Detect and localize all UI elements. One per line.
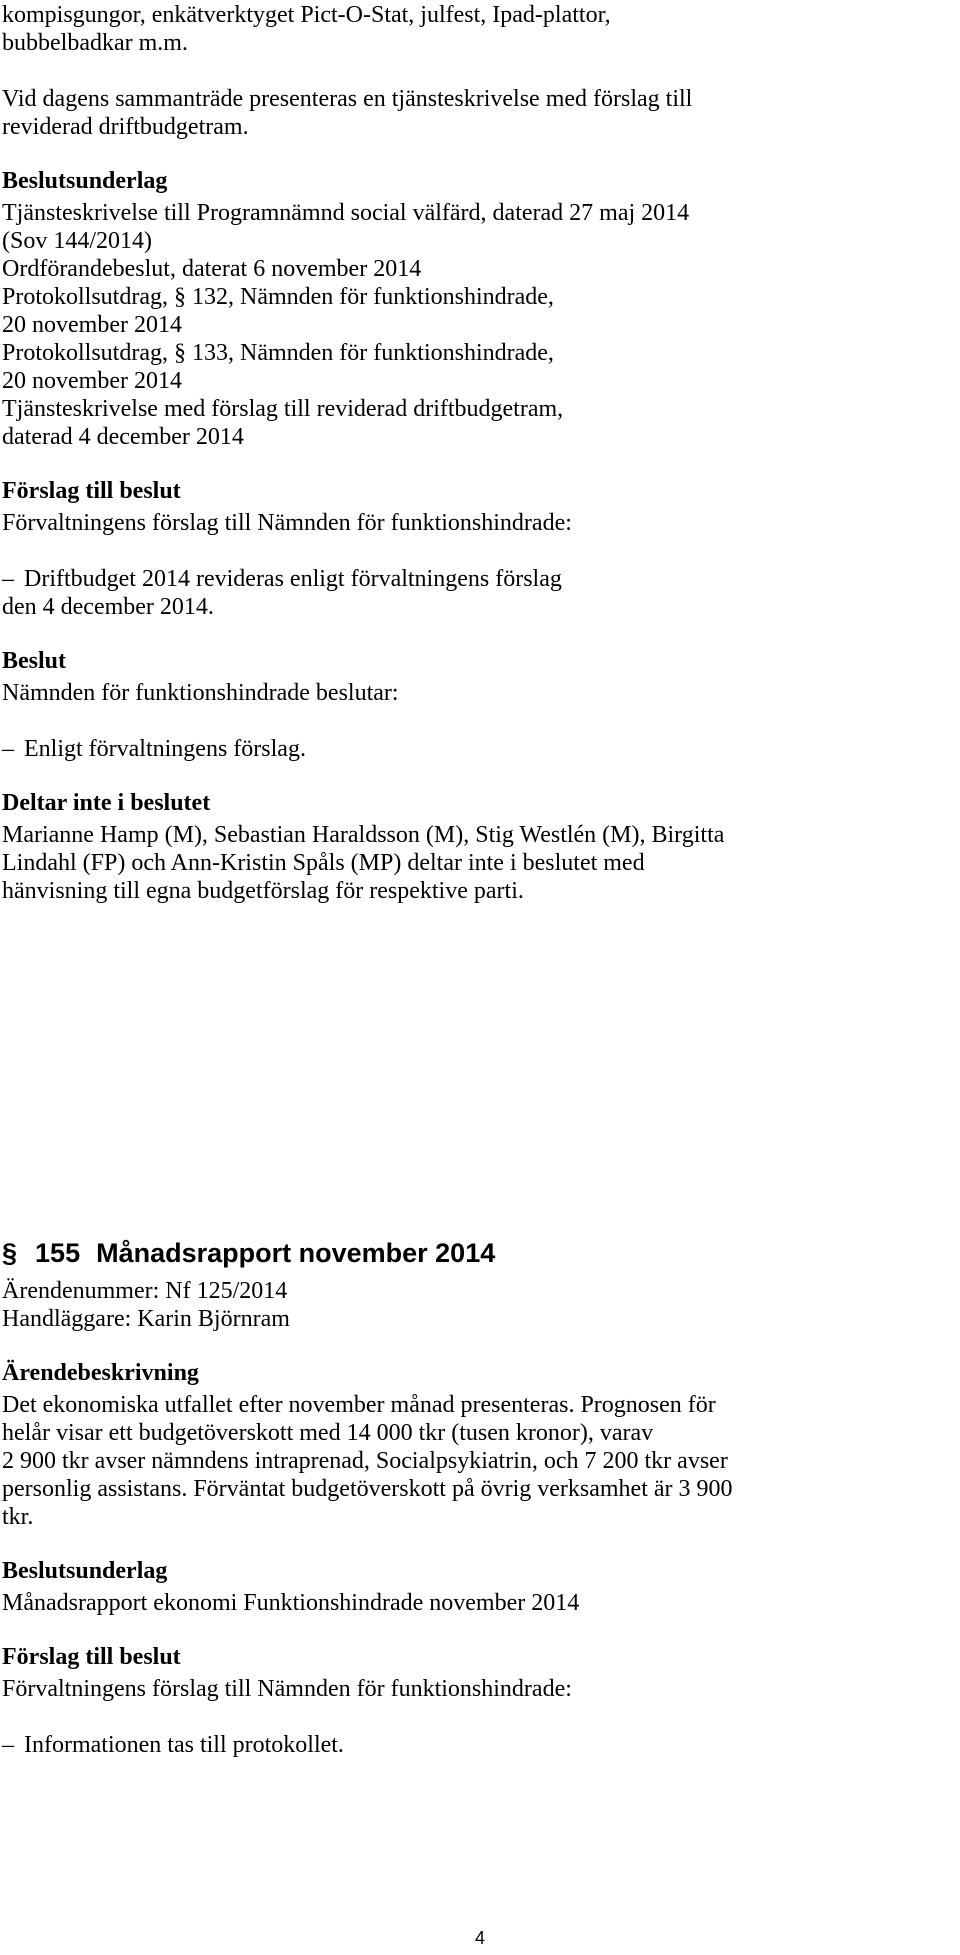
underlag-line: Protokollsutdrag, § 133, Nämnden för funktionshindrade, [2, 340, 554, 366]
heading-arendebeskrivning: Ärendebeskrivning [2, 1360, 199, 1386]
deltar-line: Marianne Hamp (M), Sebastian Haraldsson (M), Stig Westlén (M), Birgitta [2, 822, 725, 848]
heading-forslag-till-beslut: Förslag till beslut [2, 1644, 181, 1670]
arende-line: personlig assistans. Förväntat budgetöverskott på övrig verksamhet är 3 900 [2, 1476, 733, 1502]
dash-bullet: – [2, 1732, 14, 1758]
underlag-line: Protokollsutdrag, § 132, Nämnden för funktionshindrade, [2, 284, 554, 310]
intro-line: bubbelbadkar m.m. [2, 30, 188, 56]
deltar-line: hänvisning till egna budgetförslag för respektive parti. [2, 878, 524, 904]
intro-line: kompisgungor, enkätverktyget Pict-O-Stat, julfest, Ipad-plattor, [2, 2, 611, 28]
beslut-intro: Nämnden för funktionshindrade beslutar: [2, 680, 399, 706]
paragraph-symbol: § [2, 1238, 18, 1268]
underlag-line: Ordförandebeslut, daterat 6 november 2014 [2, 256, 422, 282]
forslag-intro: Förvaltningens förslag till Nämnden för funktionshindrade: [2, 510, 572, 536]
underlag-line: Tjänsteskrivelse med förslag till reviderad driftbudgetram, [2, 396, 564, 422]
section-heading [2, 1237, 495, 1269]
heading-beslutsunderlag: Beslutsunderlag [2, 168, 168, 194]
underlag-line: (Sov 144/2014) [2, 228, 152, 254]
forslag-item-line: den 4 december 2014. [2, 594, 214, 620]
section-number: 155 [35, 1238, 81, 1268]
beslut-item: Enligt förvaltningens förslag. [24, 736, 306, 762]
underlag-line: 20 november 2014 [2, 312, 182, 338]
arende-line: 2 900 tkr avser nämndens intraprenad, Socialpsykiatrin, och 7 200 tkr avser [2, 1448, 728, 1474]
deltar-line: Lindahl (FP) och Ann-Kristin Spåls (MP) deltar inte i beslutet med [2, 850, 645, 876]
arende-line: helår visar ett budgetöverskott med 14 000 tkr (tusen kronor), varav [2, 1420, 654, 1446]
underlag-line: Månadsrapport ekonomi Funktionshindrade november 2014 [2, 1590, 580, 1616]
page-number: 4 [474, 1928, 485, 1948]
handlaggare: Handläggare: Karin Björnram [2, 1306, 290, 1332]
underlag-line: daterad 4 december 2014 [2, 424, 244, 450]
arende-line: tkr. [2, 1504, 34, 1530]
forslag-item: Informationen tas till protokollet. [24, 1732, 344, 1758]
intro-line: reviderad driftbudgetram. [2, 114, 249, 140]
section-title: Månadsrapport november 2014 [96, 1238, 496, 1268]
heading-beslut: Beslut [2, 648, 67, 674]
dash-bullet: – [2, 736, 14, 762]
intro-line: Vid dagens sammanträde presenteras en tjänsteskrivelse med förslag till [2, 86, 693, 112]
underlag-line: Tjänsteskrivelse till Programnämnd social välfärd, daterad 27 maj 2014 [2, 200, 690, 226]
arendenummer: Ärendenummer: Nf 125/2014 [2, 1278, 288, 1304]
forslag-item-line: Driftbudget 2014 revideras enligt förvaltningens förslag [24, 566, 562, 592]
arende-line: Det ekonomiska utfallet efter november månad presenteras. Prognosen för [2, 1392, 716, 1418]
heading-deltar-inte: Deltar inte i beslutet [2, 790, 211, 816]
heading-beslutsunderlag: Beslutsunderlag [2, 1558, 168, 1584]
heading-forslag-till-beslut: Förslag till beslut [2, 478, 181, 504]
dash-bullet: – [2, 566, 14, 592]
forslag-intro: Förvaltningens förslag till Nämnden för funktionshindrade: [2, 1676, 572, 1702]
underlag-line: 20 november 2014 [2, 368, 182, 394]
